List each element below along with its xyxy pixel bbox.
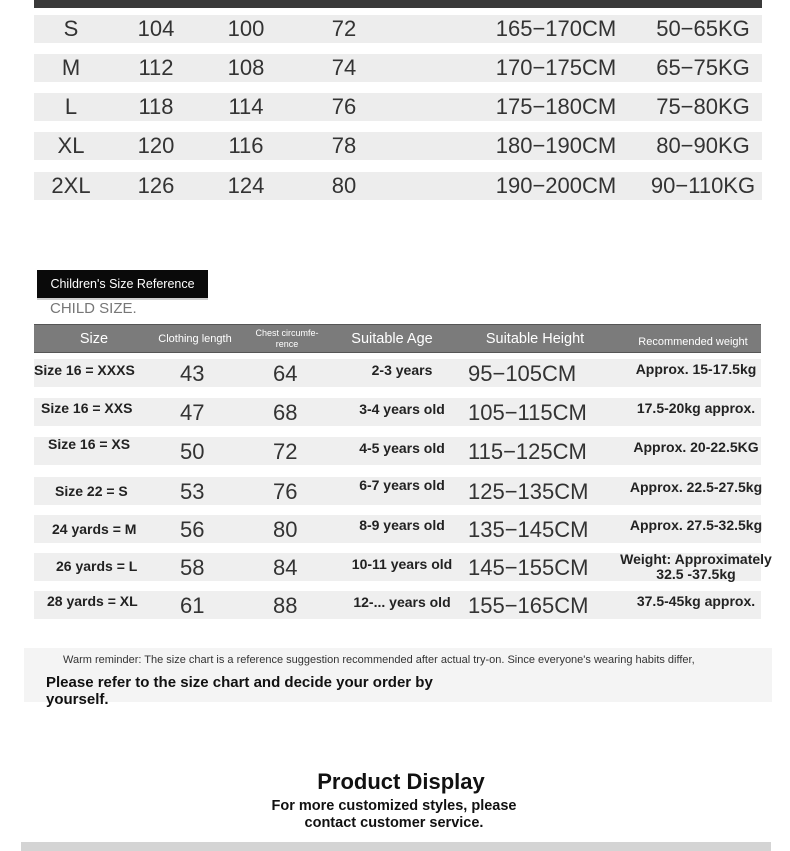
child-cell-height: 145−155CM xyxy=(468,555,589,580)
adult-cell-c3: 76 xyxy=(331,94,357,119)
adult-cell-c1: 112 xyxy=(138,55,174,80)
child-cell-weight: Weight: Approximately 32.5 -37.5kg xyxy=(620,551,772,582)
product-display-title: Product Display xyxy=(317,769,485,794)
adult-cell-size: S xyxy=(63,16,79,41)
child-cell-height: 155−165CM xyxy=(468,593,589,618)
child-cell-chest: 68 xyxy=(273,400,298,425)
adult-cell-c1: 120 xyxy=(137,133,175,158)
children-table-row xyxy=(34,477,761,505)
child-cell-height: 105−115CM xyxy=(468,400,587,425)
header-age: Suitable Age xyxy=(351,330,433,347)
adult-cell-weight: 75−80KG xyxy=(656,94,750,119)
adult-cell-height: 175−180CM xyxy=(495,94,617,119)
child-cell-chest: 76 xyxy=(273,479,298,504)
adult-cell-height: 165−170CM xyxy=(495,16,617,41)
adult-table-row xyxy=(34,93,762,121)
adult-cell-c1: 118 xyxy=(138,94,174,119)
adult-table-row xyxy=(34,15,762,43)
child-cell-length: 56 xyxy=(180,517,205,542)
product-display-subtitle: For more customized styles, please contact customer service. xyxy=(271,798,517,831)
child-cell-chest: 64 xyxy=(273,361,298,386)
adult-table-header xyxy=(34,0,762,8)
child-cell-size: Size 16 = XXS xyxy=(41,400,133,416)
child-cell-age: 3-4 years old xyxy=(359,401,445,417)
adult-cell-weight: 65−75KG xyxy=(656,55,750,80)
child-cell-age: 10-11 years old xyxy=(351,556,453,572)
adult-cell-weight: 80−90KG xyxy=(656,133,750,158)
child-cell-length: 43 xyxy=(180,361,205,386)
header-height: Suitable Height xyxy=(485,330,585,347)
adult-cell-weight: 50−65KG xyxy=(656,16,750,41)
children-table-row xyxy=(34,398,761,426)
adult-cell-c3: 74 xyxy=(331,55,357,80)
child-cell-chest: 88 xyxy=(273,593,298,618)
children-table-row xyxy=(34,515,761,543)
adult-cell-c2: 108 xyxy=(227,55,265,80)
child-cell-weight: Approx. 15-17.5kg xyxy=(635,361,757,377)
adult-cell-size: M xyxy=(61,55,81,80)
adult-cell-c2: 116 xyxy=(228,133,264,158)
child-cell-length: 61 xyxy=(180,593,205,618)
adult-cell-size: XL xyxy=(57,133,85,158)
adult-cell-height: 180−190CM xyxy=(495,133,617,158)
child-cell-height: 135−145CM xyxy=(468,517,589,542)
adult-table-row xyxy=(34,54,762,82)
children-table-row xyxy=(34,551,772,582)
adult-cell-c3: 80 xyxy=(331,173,357,198)
child-cell-chest: 80 xyxy=(273,517,298,542)
children-section-subtitle: CHILD SIZE. xyxy=(50,300,137,317)
child-cell-size: 24 yards = M xyxy=(52,521,137,537)
child-cell-length: 58 xyxy=(180,555,205,580)
child-cell-age: 6-7 years old xyxy=(359,477,445,493)
child-cell-weight: Approx. 22.5-27.5kg xyxy=(629,479,763,495)
child-cell-height: 125−135CM xyxy=(468,479,589,504)
children-table-row xyxy=(34,359,761,387)
adult-cell-c3: 78 xyxy=(331,133,357,158)
adult-cell-c3: 72 xyxy=(331,16,357,41)
adult-cell-c2: 114 xyxy=(228,94,264,119)
child-cell-age: 8-9 years old xyxy=(359,517,445,533)
child-cell-weight: Approx. 27.5-32.5kg xyxy=(629,517,763,533)
adult-table-row xyxy=(34,172,762,200)
adult-cell-weight: 90−110KG xyxy=(650,173,756,198)
child-cell-age: 12-... years old xyxy=(353,594,451,610)
header-clothing-length: Clothing length xyxy=(158,332,232,345)
child-cell-age: 2-3 years xyxy=(371,362,433,378)
child-cell-height: 95−105CM xyxy=(468,361,577,386)
child-cell-length: 53 xyxy=(180,479,205,504)
child-cell-weight: Approx. 20-22.5KG xyxy=(633,439,759,455)
header-size: Size xyxy=(79,330,109,347)
children-table-header xyxy=(34,324,761,353)
child-cell-size: 26 yards = L xyxy=(56,558,138,574)
children-table-row xyxy=(34,437,761,465)
child-cell-length: 50 xyxy=(180,439,205,464)
children-section-label: Children's Size Reference xyxy=(37,270,208,298)
child-cell-length: 47 xyxy=(180,400,205,425)
adult-cell-c1: 104 xyxy=(137,16,175,41)
child-cell-size: Size 16 = XXXS xyxy=(34,362,135,378)
bottom-divider xyxy=(21,842,771,851)
reminder-main-text: Please refer to the size chart and decide your order by yourself. xyxy=(46,674,433,708)
adult-cell-c2: 100 xyxy=(227,16,265,41)
adult-cell-size: 2XL xyxy=(51,173,91,198)
adult-cell-height: 170−175CM xyxy=(495,55,617,80)
adult-cell-size: L xyxy=(64,94,78,119)
reminder-small-text: Warm reminder: The size chart is a reference suggestion recommended after actual try-on. Since everyone's wearing habits differ, xyxy=(63,654,695,666)
adult-cell-height: 190−200CM xyxy=(495,173,617,198)
header-chest: Chest circumfe- rence xyxy=(255,327,319,349)
header-weight: Recommended weight xyxy=(638,335,748,348)
child-cell-weight: 17.5-20kg approx. xyxy=(636,400,756,416)
children-table-row xyxy=(34,591,761,619)
child-cell-size: Size 22 = S xyxy=(55,483,128,499)
child-cell-height: 115−125CM xyxy=(468,439,587,464)
child-cell-age: 4-5 years old xyxy=(359,440,445,456)
child-cell-weight: 37.5-45kg approx. xyxy=(636,593,756,609)
adult-cell-c1: 126 xyxy=(137,173,175,198)
child-cell-size: Size 16 = XS xyxy=(48,436,131,452)
adult-table-row xyxy=(34,132,762,160)
adult-cell-c2: 124 xyxy=(227,173,265,198)
child-cell-chest: 84 xyxy=(273,555,298,580)
child-cell-chest: 72 xyxy=(273,439,298,464)
child-cell-size: 28 yards = XL xyxy=(47,593,138,609)
